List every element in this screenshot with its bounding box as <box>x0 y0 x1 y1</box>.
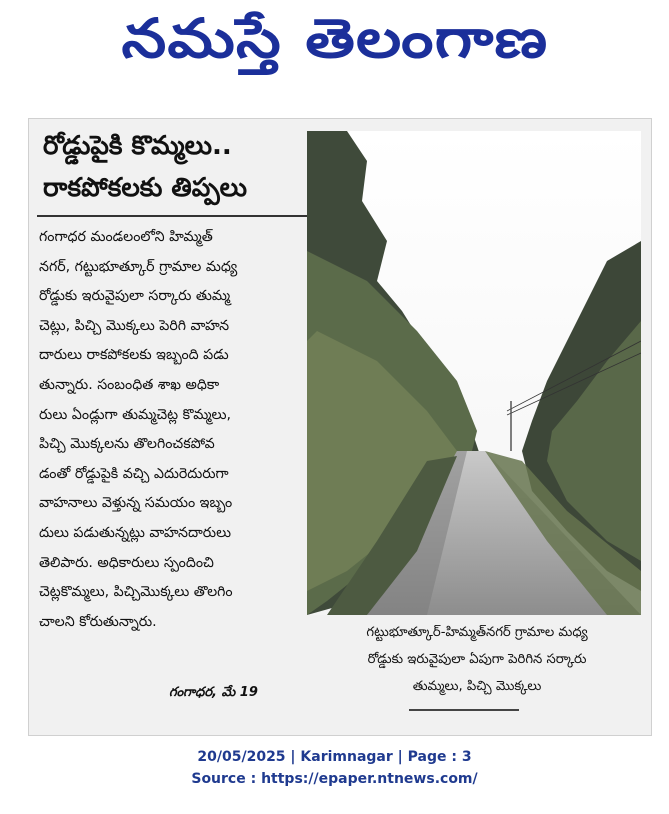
caption-underline <box>409 709 519 711</box>
body-line: తున్నారు. సంబంధిత శాఖ అధికా <box>39 376 220 393</box>
body-line: చాలని కోరుతున్నారు. <box>39 613 157 630</box>
caption-line: తుమ్మలు, పిచ్చి మొక్కలు <box>412 679 542 694</box>
photo-caption <box>307 619 647 700</box>
article-body <box>39 223 315 637</box>
body-line: గంగాధర మండలంలోని హిమ్మత్ <box>39 229 213 245</box>
body-line: దులు పడుతున్నట్లు వాహనదారులు <box>39 524 232 541</box>
body-line: చెట్లకొమ్మలు, పిచ్చిమొక్కలు తొలగిం <box>39 584 233 601</box>
body-line: డంతో రోడ్డుపైకి వచ్చి ఎదురెదురుగా <box>39 465 229 482</box>
caption-line: గట్టుభూత్కూర్‌-హిమ్మత్‌నగర్ గ్రామాల మధ్య <box>366 625 588 640</box>
masthead-title: నమస్తే తెలంగాణ <box>121 6 548 70</box>
dateline: గంగాధర, మే 19 <box>169 685 258 700</box>
road-photo <box>307 131 641 615</box>
headline-line: రాకపోకలకు తిప్పలు <box>43 173 248 203</box>
body-line: రోడ్డుకు ఇరువైపులా సర్కారు తుమ్మ <box>39 288 231 305</box>
body-line: తెలిపారు. అధికారులు స్పందించి <box>39 554 214 571</box>
masthead <box>0 0 669 90</box>
headline-divider <box>37 215 314 217</box>
article-clipping <box>28 118 652 736</box>
body-line: పిచ్చి మొక్కలను తొలగించకపోవ <box>39 436 215 453</box>
headline <box>43 125 313 209</box>
footer-info: 20/05/2025 | Karimnagar | Page : 3 <box>197 749 472 765</box>
footer <box>0 746 669 790</box>
body-line: చెట్లు, పిచ్చి మొక్కలు పెరిగి వాహన <box>39 317 230 334</box>
caption-line: రోడ్డుకు ఇరువైపులా ఏపుగా పెరిగిన సర్కారు <box>367 652 587 667</box>
body-line: దారులు రాకపోకలకు ఇబ్బంది పడు <box>39 347 229 364</box>
headline-line: రోడ్డుపైకి కొమ్మలు.. <box>43 131 232 161</box>
body-line: నగర్, గట్టుభూత్కూర్ గ్రామాల మధ్య <box>39 258 238 275</box>
body-line: రులు ఏండ్లుగా తుమ్మచెట్ల కొమ్మలు, <box>39 406 232 423</box>
body-line: వాహనాలు వెళ్తున్న సమయం ఇబ్బం <box>39 495 233 512</box>
footer-source: Source : https://epaper.ntnews.com/ <box>191 771 478 787</box>
